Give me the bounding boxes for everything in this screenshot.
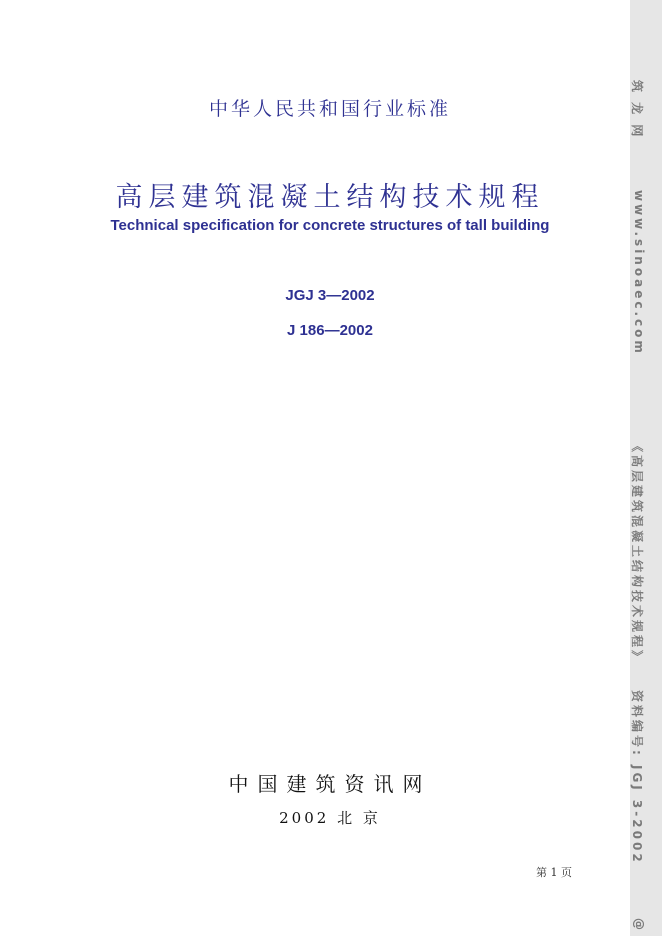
document-title-cn: 高层建筑混凝土结构技术规程 (115, 182, 545, 213)
page-number: 第 1 页 (536, 866, 572, 879)
publish-info: 2002 北 京 (279, 809, 381, 827)
standard-code-jgj: JGJ 3—2002 (285, 287, 375, 304)
sidebar-url: www.sinoaec.com (632, 190, 646, 356)
sidebar-site-name: 筑 龙 网 (630, 80, 644, 140)
watermark-sidebar (630, 0, 662, 936)
standard-code-j: J 186—2002 (287, 322, 373, 339)
standard-type: 中华人民共和国行业标准 (208, 98, 451, 120)
sidebar-doc-code: 资料编号: JGJ 3-2002 (630, 690, 644, 865)
sidebar-copyright-mark: @ (632, 918, 646, 933)
sidebar-doc-name: 《高层建筑混凝土结构技术规程》 (630, 440, 644, 666)
document-title-en: Technical specification for concrete structures of tall building (110, 217, 550, 234)
publisher: 中国建筑资讯网 (228, 772, 432, 796)
